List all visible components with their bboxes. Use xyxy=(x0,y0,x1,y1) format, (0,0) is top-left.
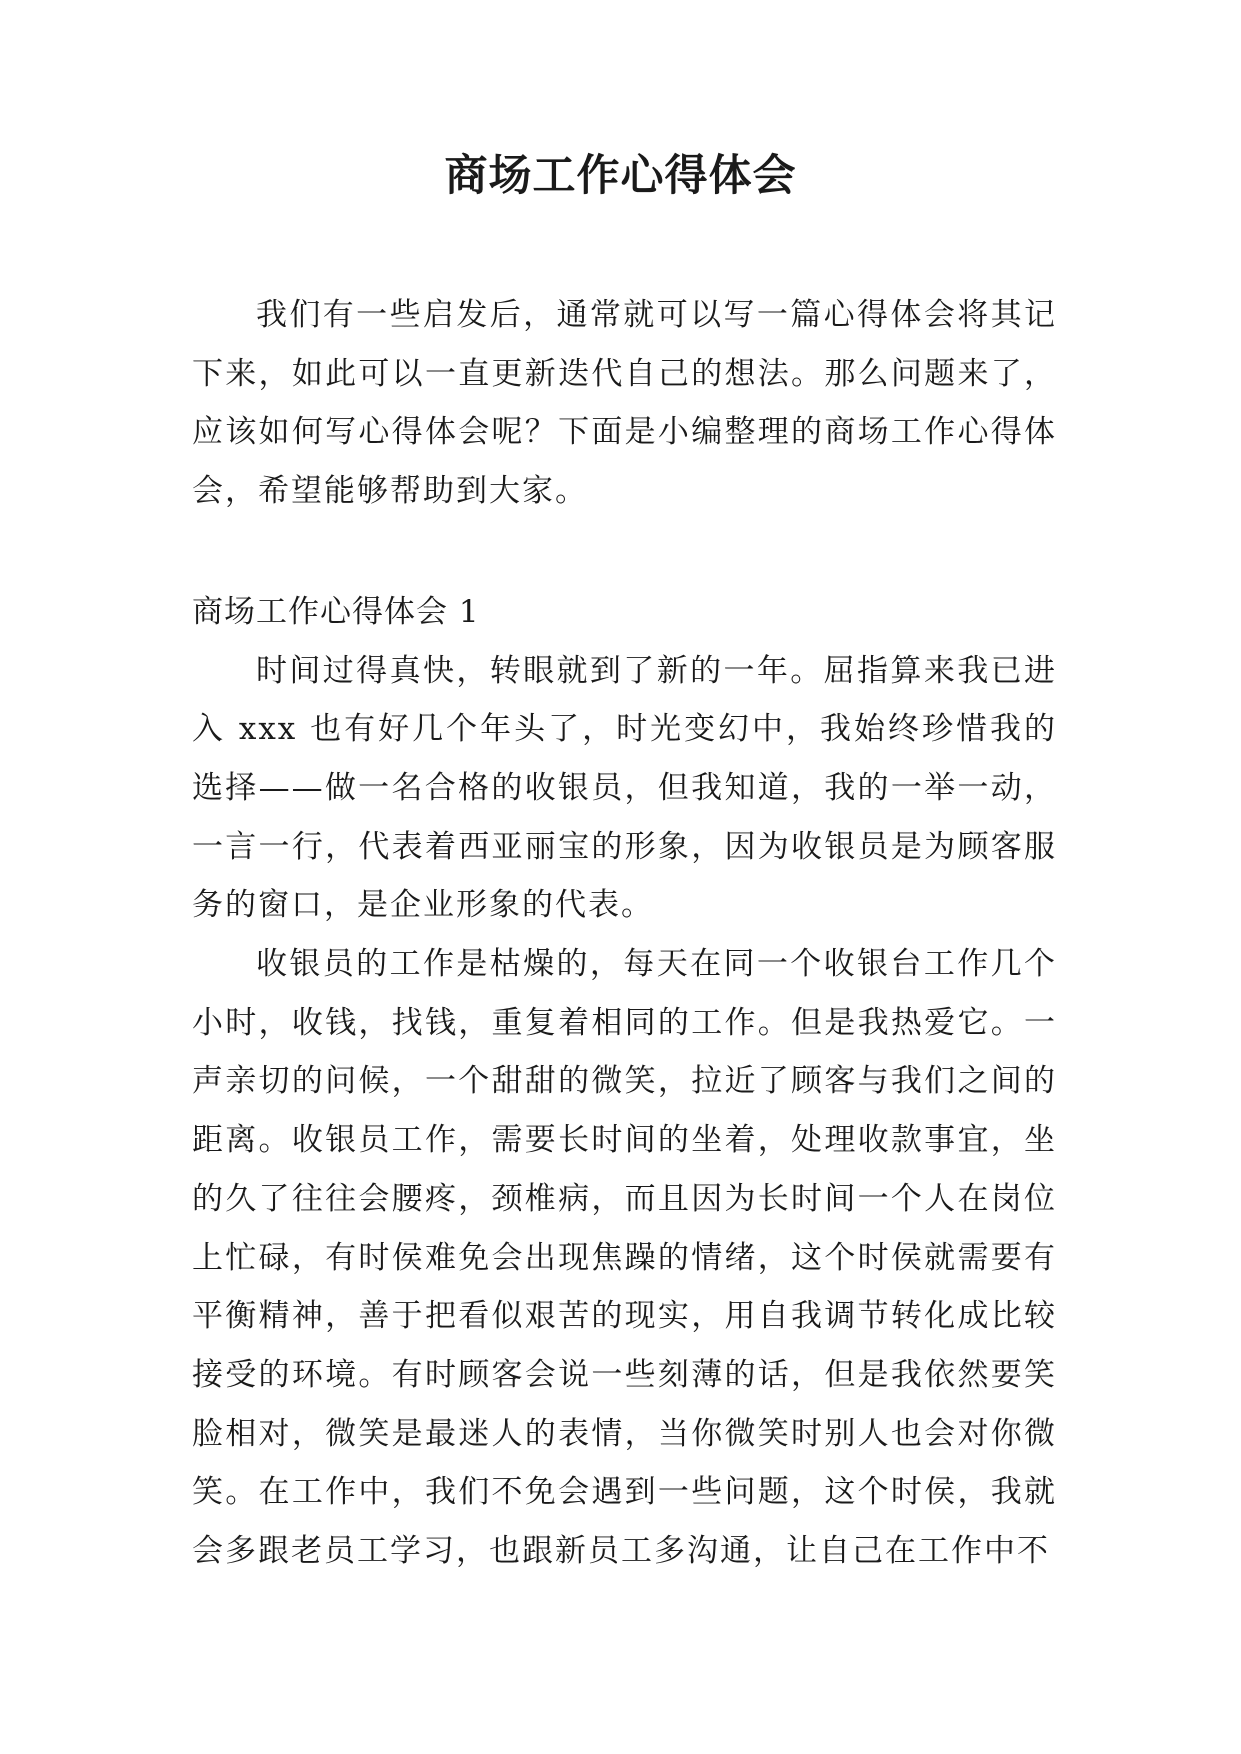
body-paragraph-1: 时间过得真快，转眼就到了新的一年。屈指算来我已进入 xxx 也有好几个年头了，时光变幻中，我始终珍惜我的选择——做一名合格的收银员，但我知道，我的一举一动，一言一行，代表着西亚丽宝的形象，因为收银员是为顾客服务的窗口，是企业形象的代表。 xyxy=(192,652,1057,924)
section-heading: 商场工作心得体会 1 xyxy=(192,593,480,630)
intro-paragraph: 我们有一些启发后，通常就可以写一篇心得体会将其记下来，如此可以一直更新迭代自己的想法。那么问题来了，应该如何写心得体会呢？下面是小编整理的商场工作心得体会，希望能够帮助到大家。 xyxy=(192,297,1057,510)
body-paragraph-2: 收银员的工作是枯燥的，每天在同一个收银台工作几个小时，收钱，找钱，重复着相同的工作。但是我热爱它。一声亲切的问候，一个甜甜的微笑，拉近了顾客与我们之间的距离。收银员工作，需要长时间的坐着，处理收款事宜，坐的久了往往会腰疼，颈椎病，而且因为长时间一个人在岗位上忙碌，有时侯难免会出现焦躁的情绪，这个时侯就需要有平衡精神，善于把看似艰苦的现实，用自我调节转化成比较接受的环境。有时顾客会说一些刻薄的话，但是我依然要笑脸相对，微笑是最迷人的表情，当你微笑时别人也会对你微笑。在工作中，我们不免会遇到一些问题，这个时侯，我就会多跟老员工学习，也跟新员工多沟通，让自己在工作中不 xyxy=(192,946,1057,1570)
document-title: 商场工作心得体会 xyxy=(444,151,797,201)
paragraph-spacer xyxy=(192,521,1057,583)
document-body xyxy=(192,286,1057,1581)
